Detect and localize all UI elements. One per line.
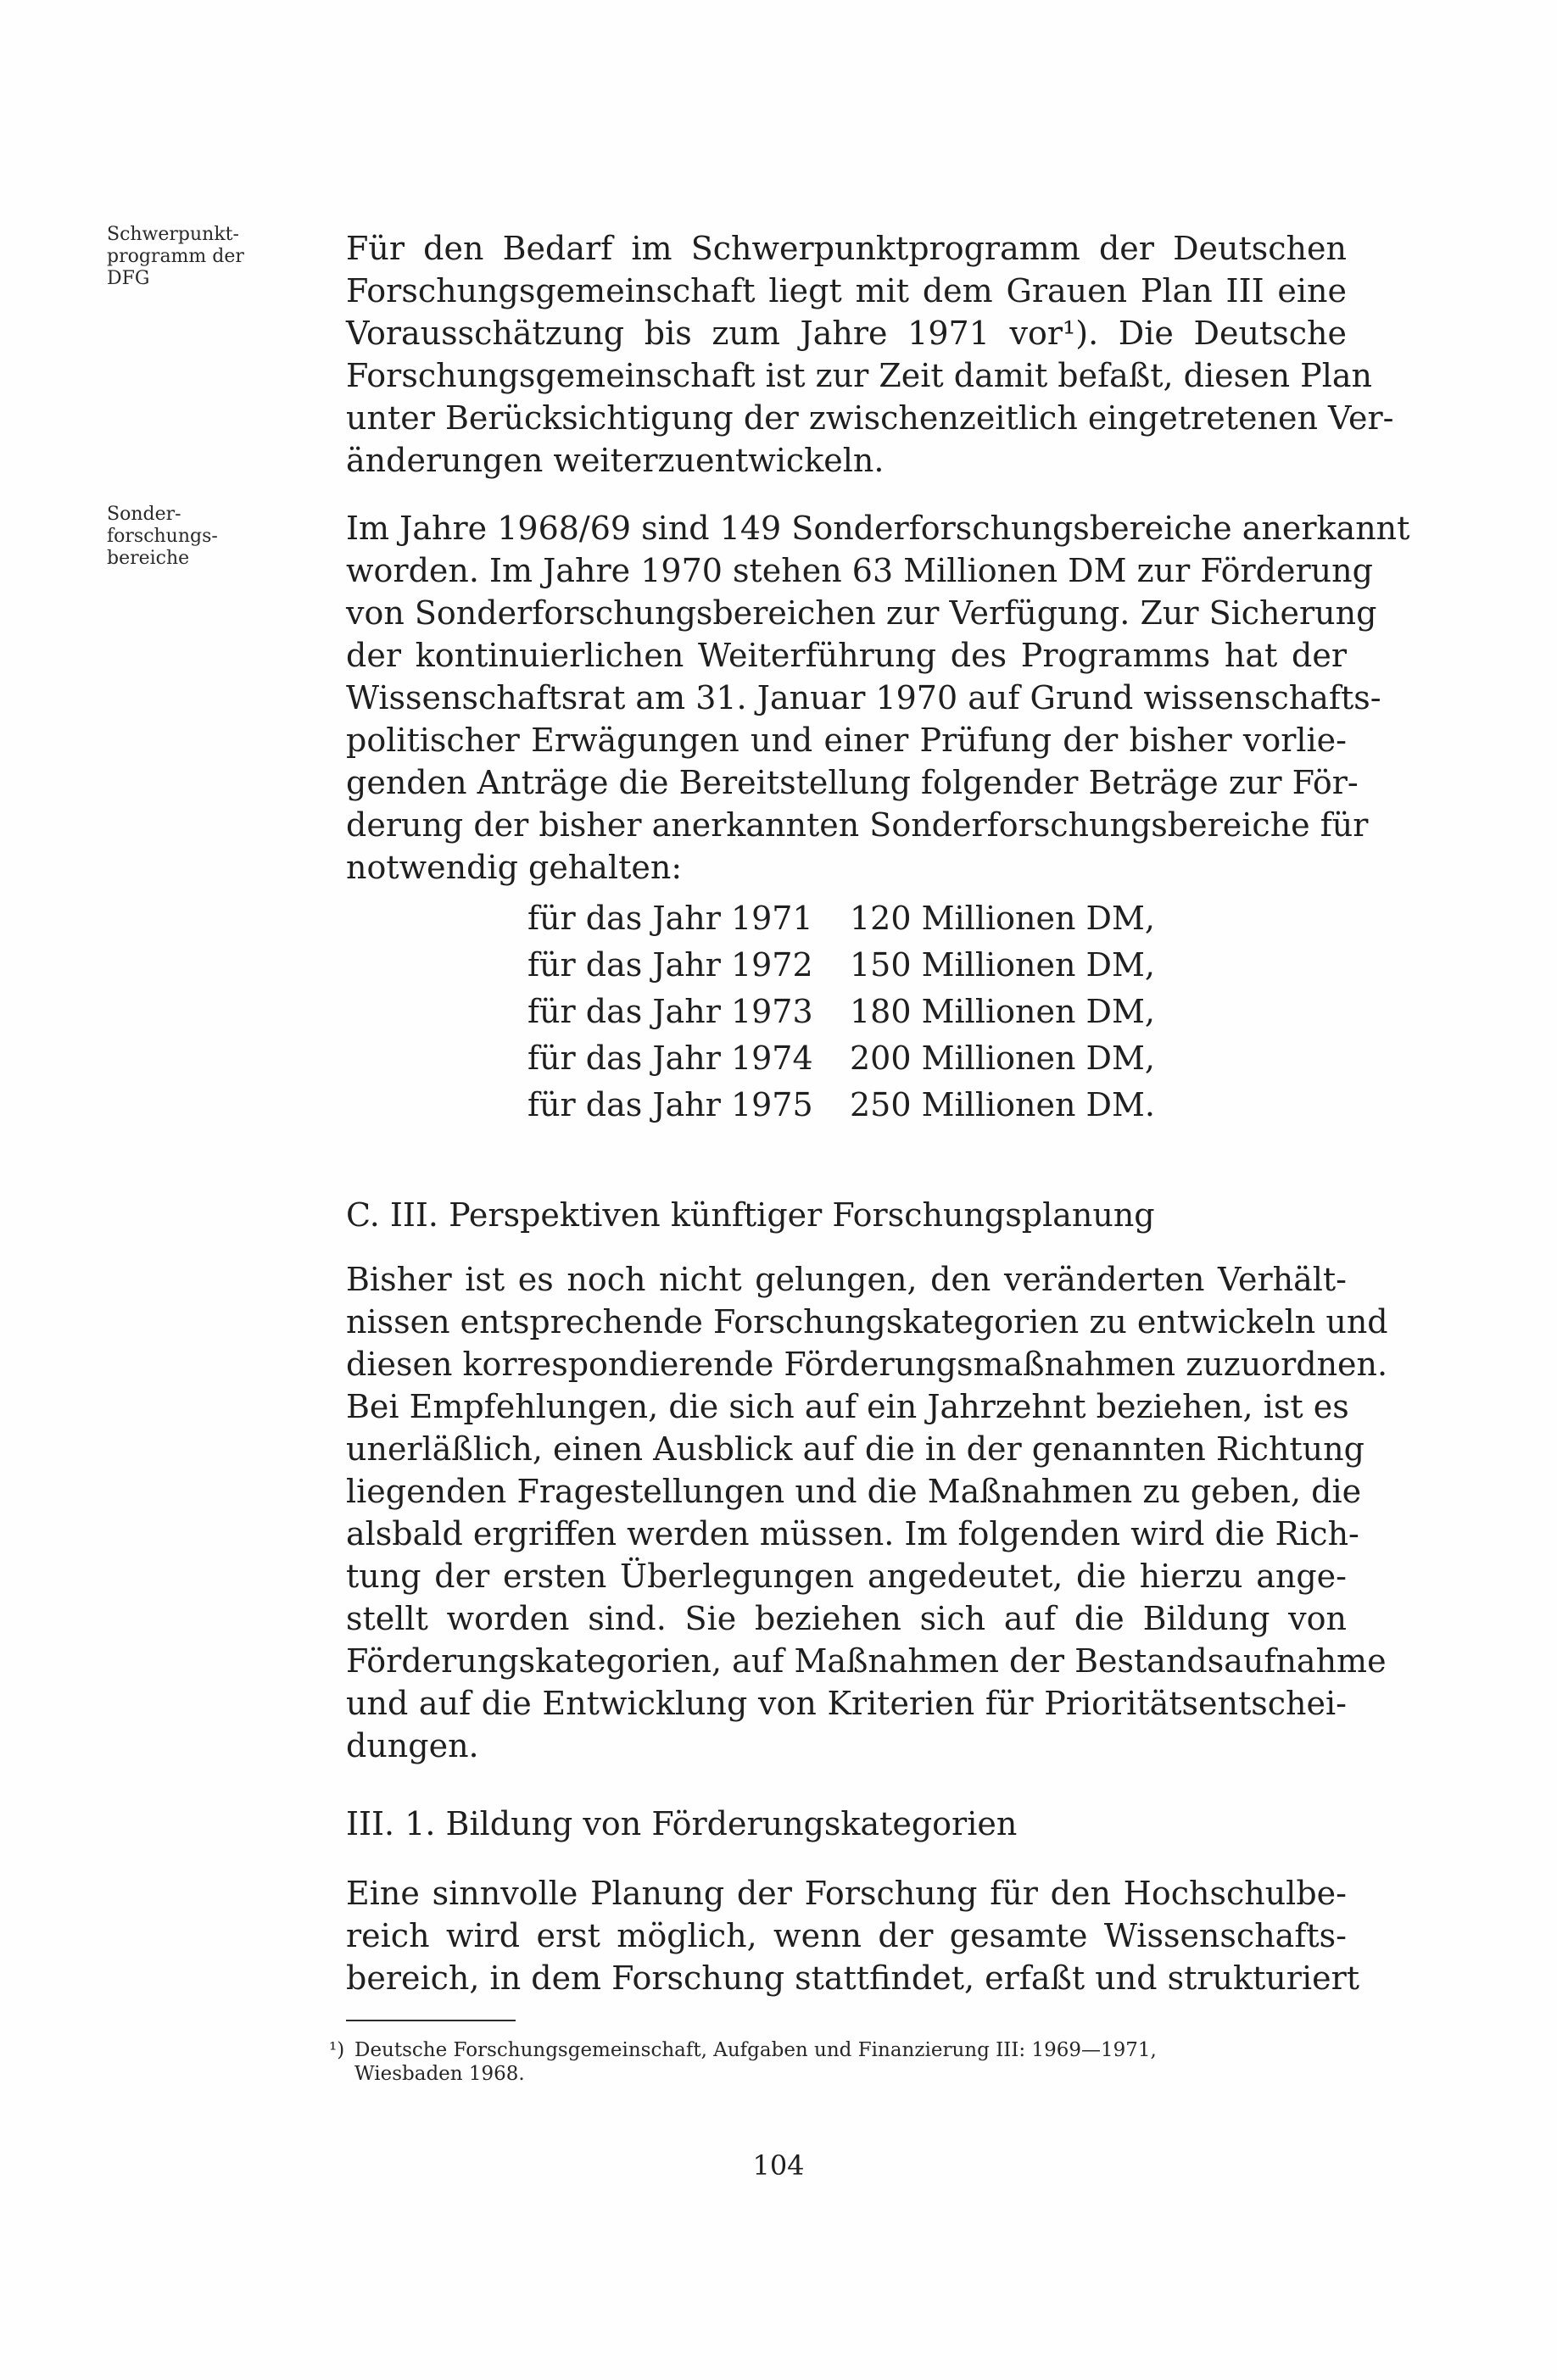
- table-row: [527, 1035, 1155, 1082]
- text-line: dungen.: [346, 1727, 479, 1764]
- margin-note-line: Schwerpunkt-: [107, 224, 239, 245]
- text-line: politischer Erwägungen und einer Prüfung der bisher vorlie-: [346, 722, 1347, 759]
- text-line: Wissenschaftsrat am 31. Januar 1970 auf Grund wissenschafts-: [346, 679, 1381, 716]
- year-label: für das Jahr 1975: [527, 1086, 813, 1123]
- text-line: worden. Im Jahre 1970 stehen 63 Millionen DM zur Förderung: [346, 552, 1373, 589]
- year-label: für das Jahr 1971: [527, 900, 813, 937]
- text-line: Im Jahre 1968/69 sind 149 Sonderforschungsbereiche anerkannt: [346, 510, 1410, 547]
- text-line: liegenden Fragestellungen und die Maßnahmen zu geben, die: [346, 1473, 1362, 1510]
- margin-note-line: programm der: [107, 246, 244, 267]
- amount-value: 180 Millionen DM,: [850, 993, 1155, 1030]
- margin-note-line: forschungs-: [107, 526, 218, 547]
- text-line: bereich, in dem Forschung stattfindet, erfaßt und strukturiert: [346, 1959, 1360, 1997]
- text-line: nissen entsprechende Forschungskategorien zu entwickeln und: [346, 1303, 1388, 1340]
- table-row: [527, 942, 1155, 989]
- text-line: unerläßlich, einen Ausblick auf die in der genannten Richtung: [346, 1430, 1364, 1468]
- text-line: diesen korrespondierende Förderungsmaßnahmen zuzuordnen.: [346, 1346, 1388, 1383]
- paragraph-sonderforschungsbereiche: [346, 507, 1410, 889]
- year-label: für das Jahr 1974: [527, 1040, 813, 1077]
- text-line: Eine sinnvolle Planung der Forschung für den Hochschulbe-: [346, 1875, 1347, 1912]
- page-number: 104: [752, 2149, 805, 2182]
- section-heading: C. III. Perspektiven künftiger Forschungsplanung: [346, 1196, 1155, 1234]
- year-label: für das Jahr 1972: [527, 946, 813, 984]
- amount-value: 120 Millionen DM,: [850, 900, 1155, 937]
- table-row: [527, 1082, 1155, 1129]
- footnote-marker: ¹): [329, 2039, 345, 2061]
- text-line: alsbald ergriffen werden müssen. Im folgenden wird die Rich-: [346, 1515, 1359, 1552]
- funding-amounts-table: [527, 895, 1155, 1129]
- text-line: Forschungsgemeinschaft ist zur Zeit damit befaßt, diesen Plan: [346, 357, 1373, 394]
- table-row: [527, 895, 1155, 942]
- paragraph-schwerpunktprogramm: [346, 227, 1394, 482]
- text-line: Forschungsgemeinschaft liegt mit dem Grauen Plan III eine: [346, 272, 1347, 309]
- margin-note-line: DFG: [107, 268, 150, 289]
- text-line: Bisher ist es noch nicht gelungen, den veränderten Verhält-: [346, 1261, 1347, 1298]
- text-line: notwendig gehalten:: [346, 849, 683, 886]
- text-line: Vorausschätzung bis zum Jahre 1971 vor¹). Die Deutsche: [346, 315, 1347, 352]
- text-line: Förderungskategorien, auf Maßnahmen der Bestandsaufnahme: [346, 1642, 1387, 1680]
- text-line: genden Anträge die Bereitstellung folgender Beträge zur För-: [346, 764, 1359, 801]
- footnote-line: [329, 2038, 1347, 2062]
- table-row: [527, 989, 1155, 1035]
- text-line: von Sonderforschungsbereichen zur Verfügung. Zur Sicherung: [346, 594, 1377, 632]
- margin-note-line: bereiche: [107, 548, 190, 569]
- text-line: unter Berücksichtigung der zwischenzeitlich eingetretenen Ver-: [346, 399, 1394, 437]
- footnote-text: Deutsche Forschungsgemeinschaft, Aufgaben und Finanzierung III: 1969—1971,: [354, 2039, 1157, 2061]
- subsection-heading: III. 1. Bildung von Förderungskategorien: [346, 1805, 1018, 1842]
- footnote: [329, 2038, 1347, 2086]
- text-line: tung der ersten Überlegungen angedeutet, die hierzu ange-: [346, 1558, 1347, 1595]
- text-line: reich wird erst möglich, wenn der gesamte Wissenschafts-: [346, 1917, 1347, 1954]
- paragraph-perspektiven: [346, 1258, 1388, 1767]
- text-line: und auf die Entwicklung von Kriterien für Prioritätsentschei-: [346, 1685, 1347, 1722]
- margin-note-sonderforschungsbereiche: [107, 504, 302, 570]
- text-line: der kontinuierlichen Weiterführung des Programms hat der: [346, 637, 1347, 674]
- amount-value: 250 Millionen DM.: [850, 1086, 1155, 1123]
- paragraph-bildung: [346, 1872, 1360, 1999]
- text-line: Für den Bedarf im Schwerpunktprogramm der Deutschen: [346, 230, 1347, 267]
- footnote-divider: [346, 2020, 516, 2021]
- footnote-line: Wiesbaden 1968.: [354, 2063, 525, 2085]
- text-line: Bei Empfehlungen, die sich auf ein Jahrzehnt beziehen, ist es: [346, 1388, 1349, 1425]
- amount-value: 200 Millionen DM,: [850, 1040, 1155, 1077]
- text-line: änderungen weiterzuentwickeln.: [346, 442, 885, 479]
- text-line: derung der bisher anerkannten Sonderforschungsbereiche für: [346, 806, 1369, 844]
- amount-value: 150 Millionen DM,: [850, 946, 1155, 984]
- year-label: für das Jahr 1973: [527, 993, 813, 1030]
- margin-note-line: Sonder-: [107, 504, 181, 525]
- margin-note-schwerpunktprogramm: [107, 224, 302, 290]
- text-line: stellt worden sind. Sie beziehen sich auf die Bildung von: [346, 1600, 1347, 1637]
